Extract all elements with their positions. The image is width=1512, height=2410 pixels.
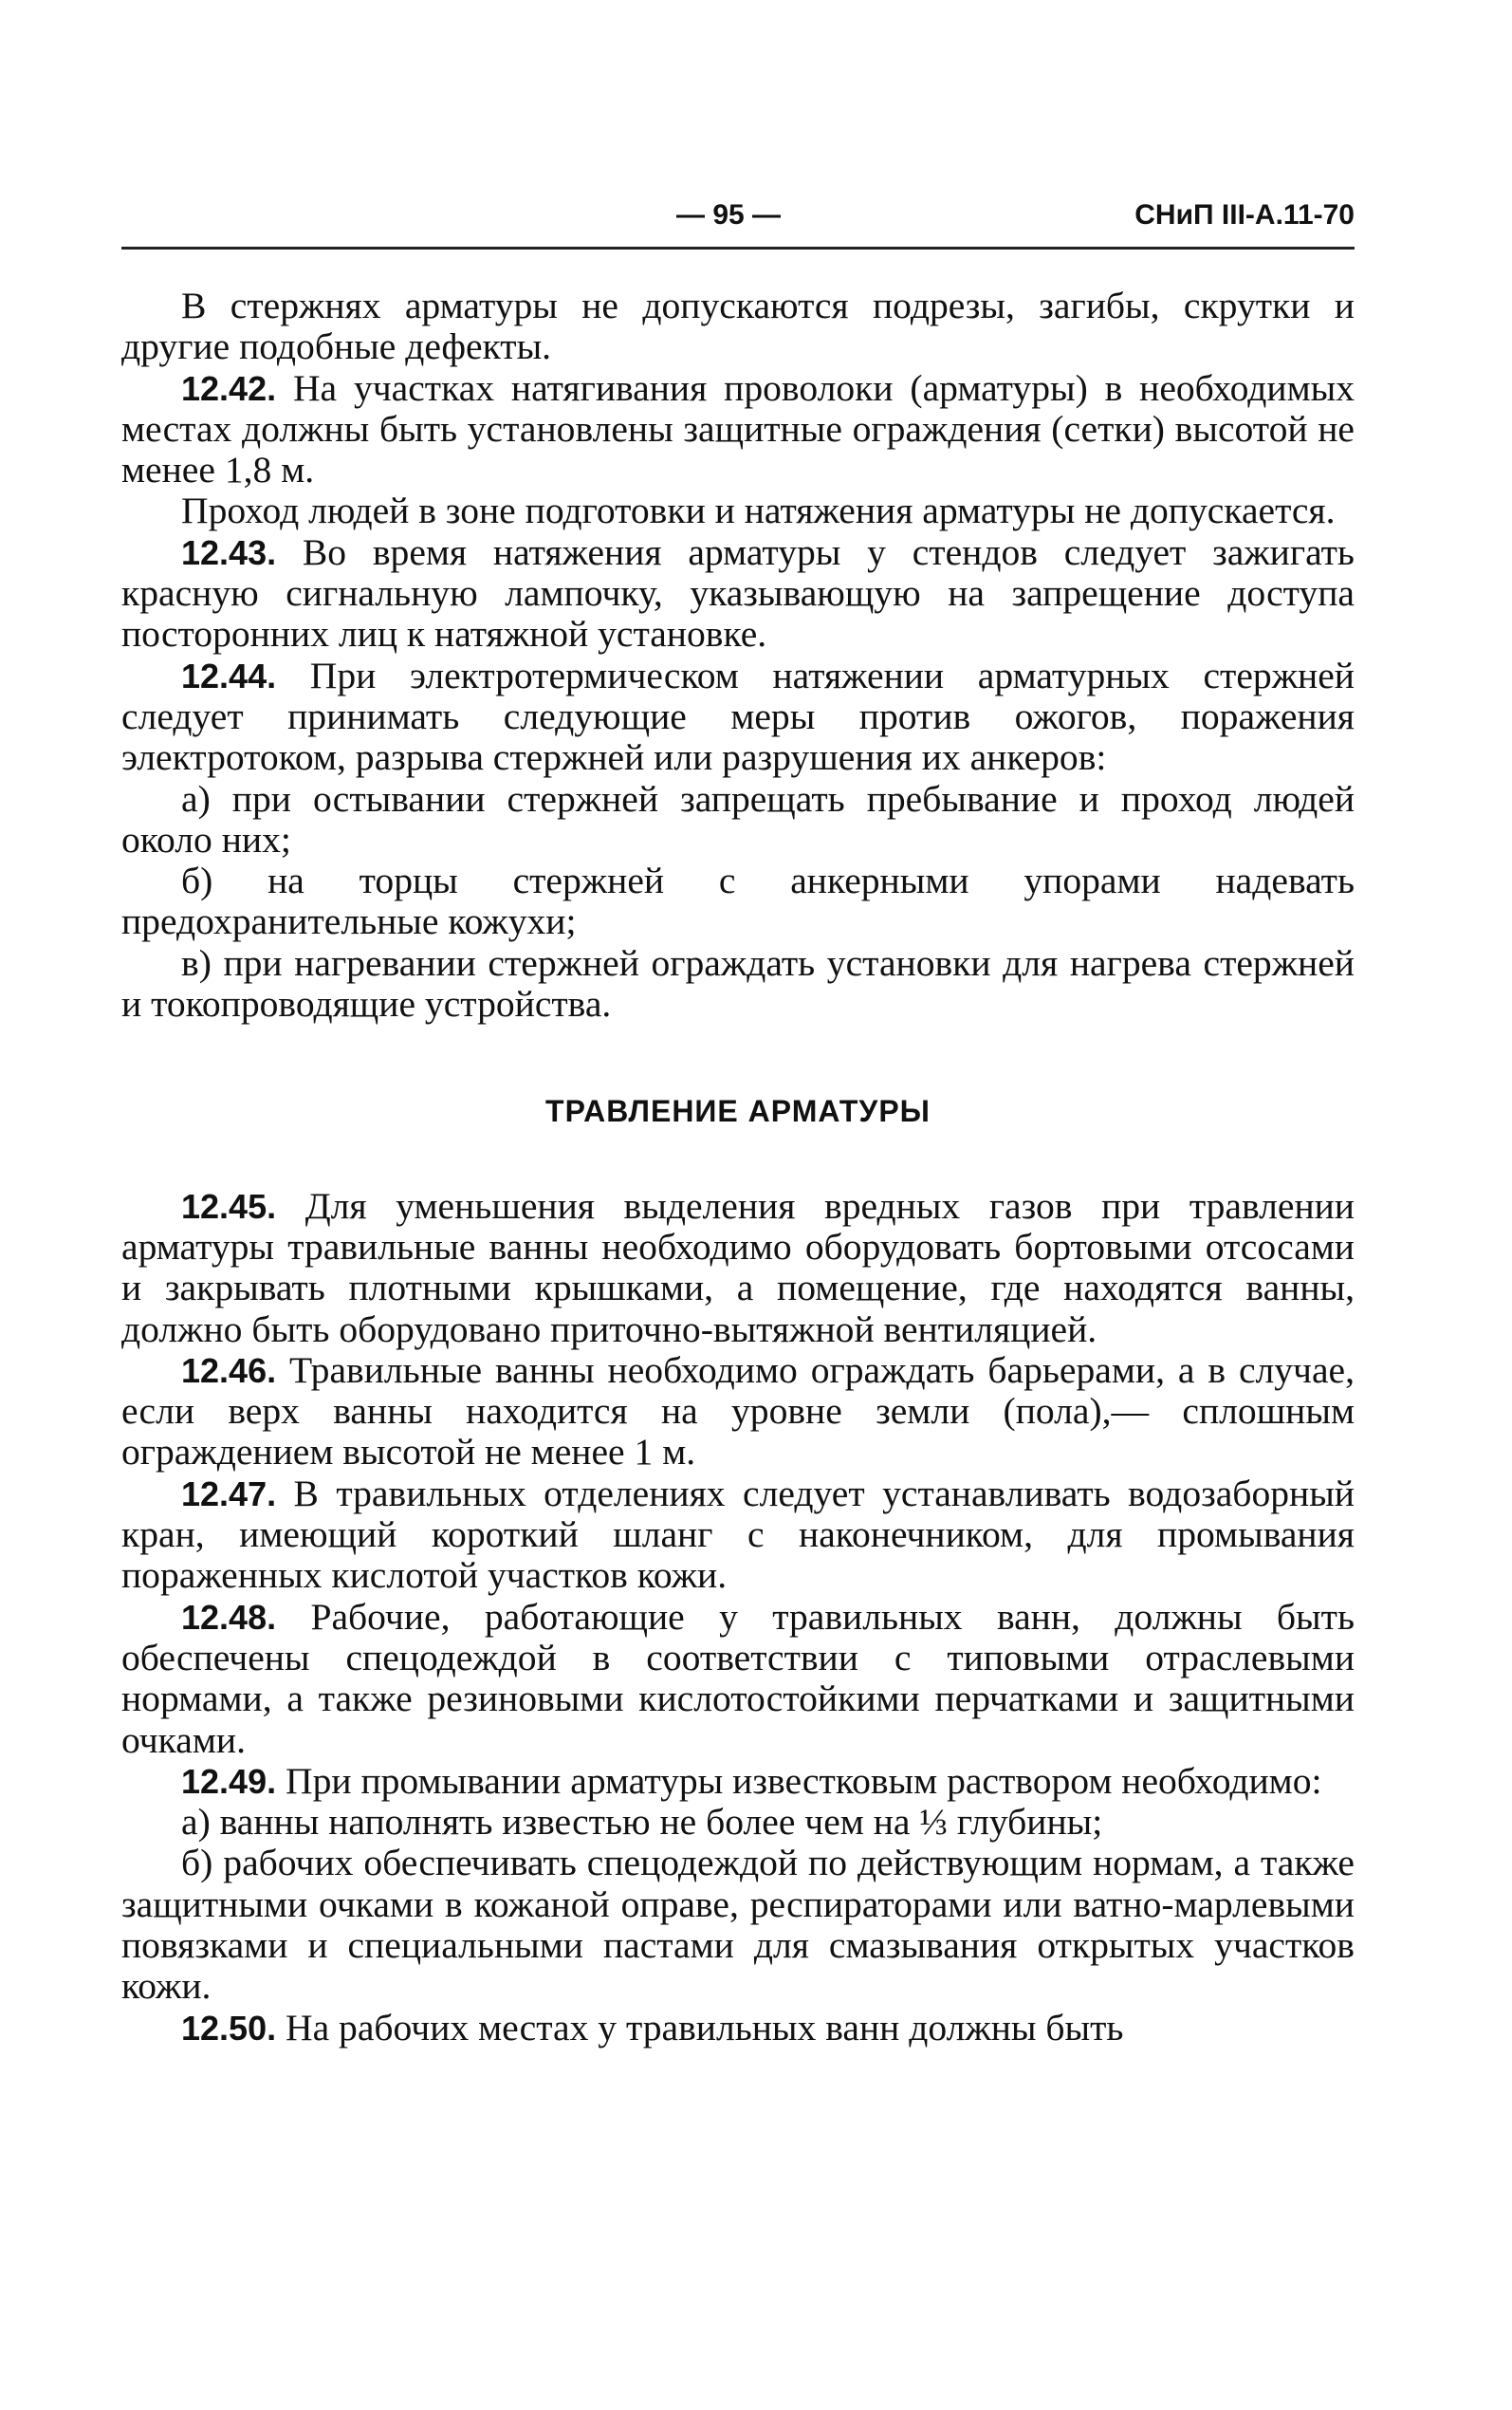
paragraph	[121, 2008, 1355, 2048]
paragraph-text: На рабочих местах у травильных ванн должны быть	[286, 2006, 1124, 2048]
paragraph	[121, 656, 1355, 779]
clause-number: 12.49.	[181, 1761, 277, 1801]
clause-number: 12.48.	[181, 1597, 277, 1637]
clause-number: 12.45.	[181, 1186, 277, 1226]
paragraphs-top	[121, 286, 1355, 1025]
section-heading: ТРАВЛЕНИЕ АРМАТУРЫ	[545, 1094, 931, 1129]
clause-number: 12.50.	[181, 2008, 277, 2048]
paragraph	[121, 943, 1355, 1026]
document-page	[121, 199, 1355, 2048]
paragraph	[121, 1802, 1355, 1843]
paragraph-text: а) ванны наполнять известью не более чем на ⅓ глубины;	[181, 1801, 1103, 1844]
paragraph-text: б) рабочих обеспечивать спецодеждой по действующим нормам, а также защитными очками в кожаной оправе, респираторами или ватно-марлевыми повязками и специальными пастами для смазывания открытых участков кожи.	[121, 1842, 1355, 2008]
paragraphs-bottom	[121, 1186, 1355, 2048]
paragraph-text: Проход людей в зоне подготовки и натяжения арматуры не допускается.	[181, 490, 1336, 532]
paragraph	[121, 1474, 1355, 1597]
paragraph-text: в) при нагревании стержней ограждать установки для нагрева стержней и токопроводящие устройства.	[121, 941, 1355, 1026]
document-code: СНиП III-А.11-70	[1134, 199, 1355, 231]
paragraph	[121, 1843, 1355, 2007]
clause-number: 12.43.	[181, 532, 277, 572]
paragraph-text: В стержнях арматуры не допускаются подрезы, загибы, скрутки и другие подобные дефекты.	[121, 285, 1355, 368]
paragraph	[121, 861, 1355, 943]
paragraph-text: Во время натяжения арматуры у стендов следует зажигать красную сигнальную лампочку, указывающую на запрещение доступа посторонних лиц к натяжной установке.	[121, 530, 1355, 656]
paragraph-text: При промывании арматуры известковым раствором необходимо:	[286, 1759, 1322, 1802]
paragraph	[121, 1350, 1355, 1474]
paragraph-text: В травильных отделениях следует устанавливать водозаборный кран, имеющий короткий шланг с наконечником, для промывания пораженных кислотой участков кожи.	[121, 1472, 1355, 1597]
paragraph-text: На участках натягивания проволоки (арматуры) в необходимых местах должны быть установлены защитные ограждения (сетки) высотой не менее 1,8 м.	[121, 366, 1355, 491]
clause-number: 12.44.	[181, 656, 277, 695]
paragraph-text: Для уменьшения выделения вредных газов при травлении арматуры травильные ванны необходимо оборудовать бортовыми отсосами и закрывать плотными крышками, а помещение, где находятся ванны, должно быть оборудовано приточно-вытяжной вентиляцией.	[121, 1184, 1355, 1350]
running-header	[121, 199, 1355, 250]
paragraph	[121, 532, 1355, 656]
paragraph-text: б) на торцы стержней с анкерными упорами надевать предохранительные кожухи;	[121, 860, 1355, 943]
paragraph-text: а) при остывании стержней запрещать пребывание и проход людей около них;	[121, 777, 1355, 861]
body-text	[121, 286, 1355, 2048]
clause-number: 12.47.	[181, 1474, 277, 1513]
paragraph-text: Рабочие, работающие у травильных ванн, должны быть обеспечены спецодеждой в соответствии с типовыми отраслевыми нормами, а также резиновыми кислотостойкими перчатками и защитными очками.	[121, 1595, 1355, 1761]
clause-number: 12.46.	[181, 1350, 277, 1390]
paragraph	[121, 1597, 1355, 1761]
paragraph	[121, 1761, 1355, 1802]
paragraph	[121, 491, 1355, 531]
page-number: — 95 —	[676, 199, 782, 231]
paragraph-text: При электротермическом натяжении арматурных стержней следует принимать следующие меры против ожогов, поражения электротоком, разрыва стержней или разрушения их анкеров:	[121, 654, 1355, 779]
paragraph	[121, 368, 1355, 491]
paragraph-text: Травильные ванны необходимо ограждать барьерами, а в случае, если верх ванны находится на уровне земли (пола),— сплошным ограждением высотой не менее 1 м.	[121, 1348, 1355, 1474]
paragraph	[121, 1186, 1355, 1350]
paragraph	[121, 779, 1355, 862]
paragraph	[121, 286, 1355, 368]
clause-number: 12.42.	[181, 368, 277, 408]
